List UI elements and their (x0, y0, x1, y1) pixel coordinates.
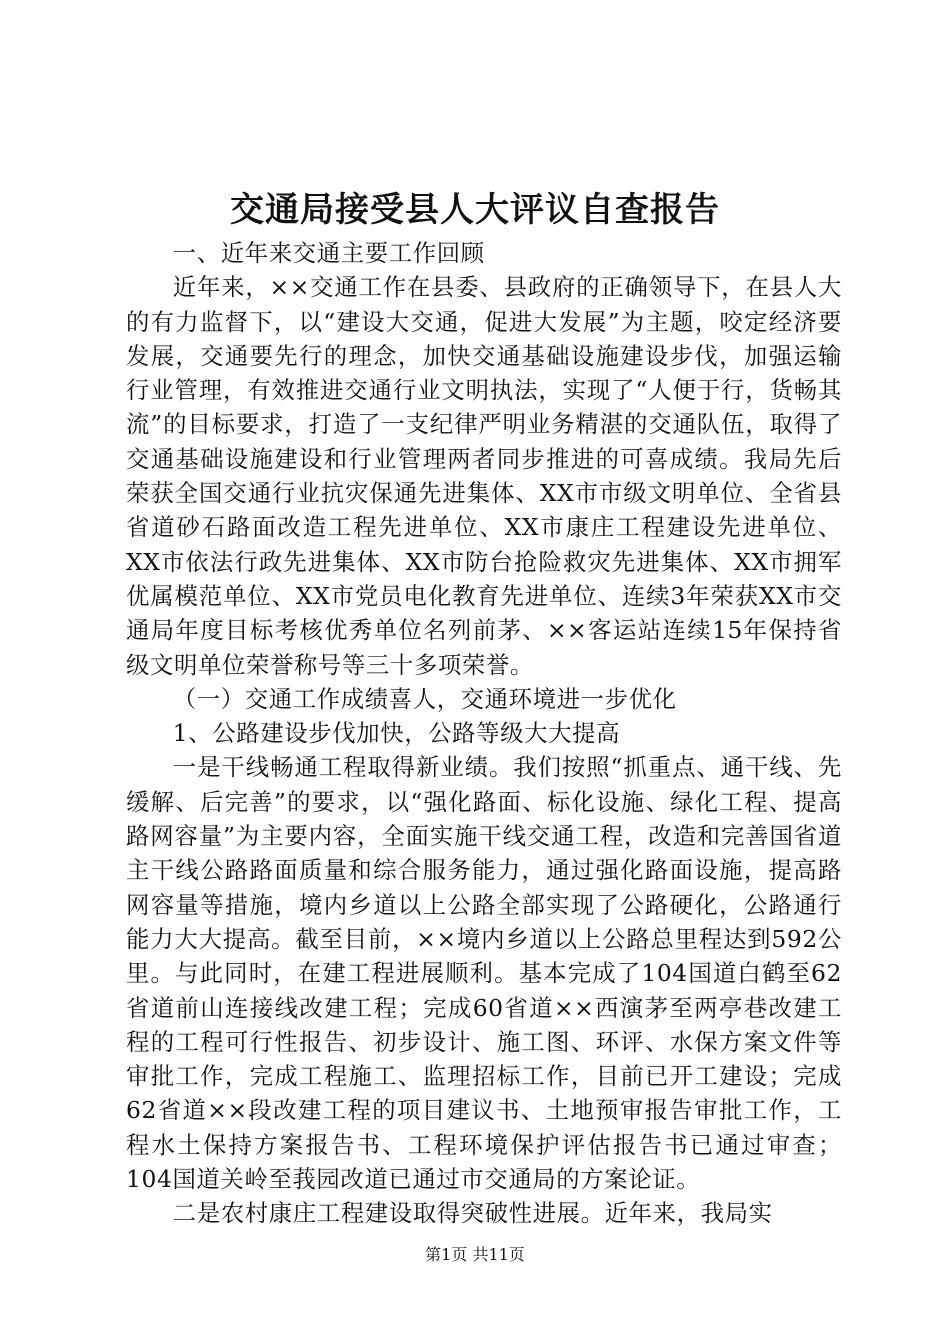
subsection-heading: （一）交通工作成绩喜人，交通环境进一步优化 (172, 684, 677, 713)
body-paragraph: 近年来，××交通工作在县委、县政府的正确领导下，在县人大的有力监督下，以“建设大交通，促进大发展”为主题，咬定经济要发展，交通要先行的理念，加快交通基础设施建设步伐，加强运输行业管理，有效推进交通行业文明执法，实现了“人便于行，货畅其流”的目标要求，打造了一支纪律严明业务精湛的交通队伍，取得了交通基础设施建设和行业管理两者同步推进的可喜成绩。我局先后荣获全国交通行业抗灾保通先进集体、XX市市级文明单位、全省县省道砂石路面改造工程先进单位、XX市康庄工程建设先进单位、XX市依法行政先进集体、XX市防台抢险救灾先进集体、XX市拥军优属模范单位、XX市党员电化教育先进单位、连续3年荣获XX市交通局年度目标考核优秀单位名列前茅、××客运站连续15年保持省级文明单位荣誉称号等三十多项荣誉。 (126, 273, 842, 679)
document-title: 交通局接受县人大评议自查报告 (230, 190, 720, 230)
body-paragraph: 一是干线畅通工程取得新业绩。我们按照“抓重点、通干线、先缓解、后完善”的要求，以“强化路面、标化设施、绿化工程、提高路网容量”为主要内容，全面实施干线交通工程，改造和完善国省道主干线公路路面质量和综合服务能力，通过强化路面设施，提高路网容量等措施，境内乡道以上公路全部实现了公路硬化，公路通行能力大大提高。截至目前，××境内乡道以上公路总里程达到592公里。与此同时，在建工程进展顺利。基本完成了104国道白鹤至62省道前山连接线改建工程；完成60省道××西演茅至两亭巷改建工程的工程可行性报告、初步设计、施工图、环评、水保方案文件等审批工作，完成工程施工、监理招标工作，目前已开工建设；完成62省道××段改建工程的项目建议书、土地预审报告审批工作，工程水土保持方案报告书、工程环境保护评估报告书已通过审查；104国道关岭至莪园改道已通过市交通局的方案论证。 (126, 753, 842, 1194)
document-body (126, 236, 842, 1231)
section-heading: 一、近年来交通主要工作回顾 (172, 239, 485, 267)
body-paragraph: 二是农村康庄工程建设取得突破性进展。近年来，我局实 (172, 1199, 773, 1228)
item-heading: 1、公路建设步伐加快，公路等级大大提高 (172, 719, 621, 748)
page-footer: 第1页 共11页 (425, 1245, 525, 1264)
